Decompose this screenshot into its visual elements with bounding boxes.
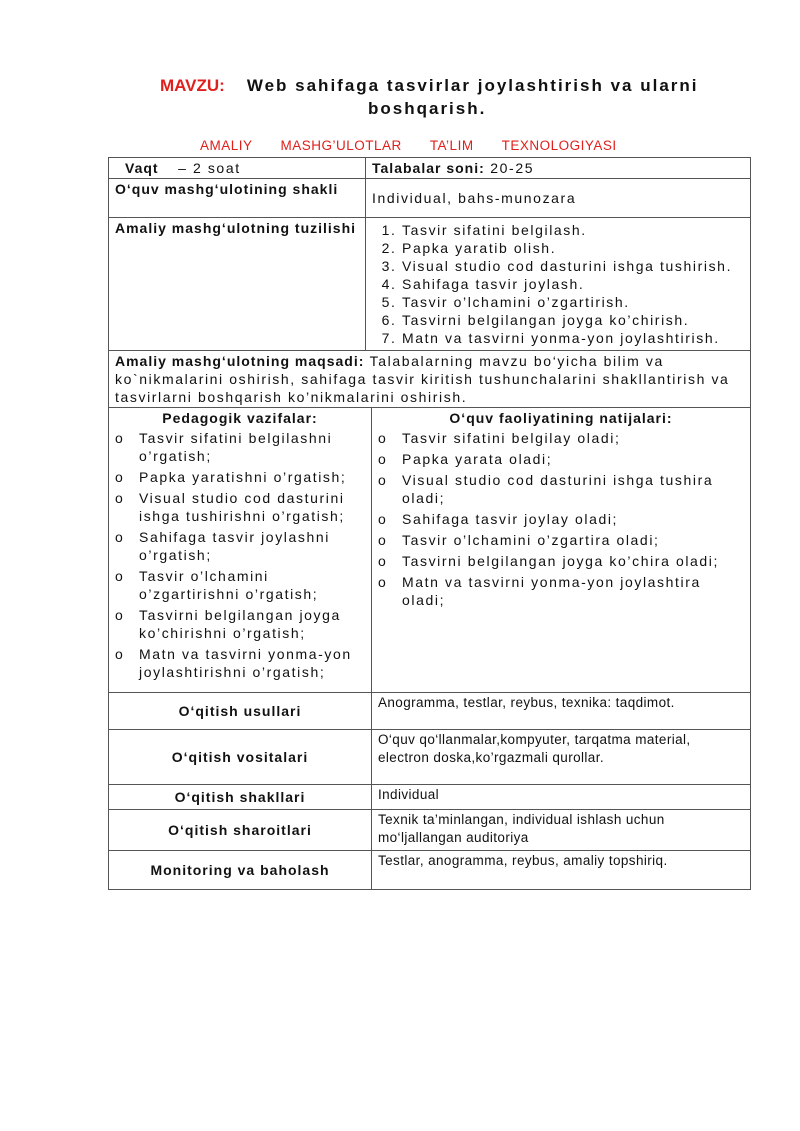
subtitle-word: AMALIY [200, 138, 253, 153]
usullari-label: O‘qitish usullari [109, 693, 372, 730]
table-row [109, 785, 751, 810]
list-item: o Matn va tasvirni yonma-yon joylashtirishni o’rgatish; [115, 645, 365, 681]
vositalari-value: O‘quv qo‘llanmalar,kompyuter, tarqatma material, electron doska,ko’rgazmali qurollar. [372, 730, 751, 785]
talabalar-label: Talabalar soni: [372, 160, 485, 176]
lesson-plan-table [108, 157, 751, 890]
subtitle-word: TA’LIM [429, 138, 474, 153]
list-item: o Tasvir sifatini belgilay oladi; [378, 429, 744, 447]
table-row [109, 158, 751, 179]
mavzu-label: MAVZU: [160, 76, 225, 95]
list-item: 7. Matn va tasvirni yonma-yon joylashtirish. [402, 329, 744, 347]
pedagogik-cell [109, 408, 372, 693]
list-item: o Papka yaratishni o’rgatish; [115, 468, 365, 486]
monitoring-label: Monitoring va baholash [109, 851, 372, 890]
table-row [109, 730, 751, 785]
list-item: o Visual studio cod dasturini ishga tushira oladi; [378, 471, 744, 507]
talabalar-value: 20-25 [490, 160, 535, 176]
table-row [109, 851, 751, 890]
list-item: o Tasvirni belgilangan joyga ko’chira oladi; [378, 552, 744, 570]
monitoring-value: Testlar, anogramma, reybus, amaliy topshiriq. [372, 851, 751, 890]
maqsad-cell [109, 351, 751, 408]
vaqt-label: Vaqt [125, 160, 159, 176]
tuzilishi-list [372, 221, 744, 347]
subtitle-word: MASHG’ULOTLAR [280, 138, 402, 153]
list-item: o Matn va tasvirni yonma-yon joylashtira oladi; [378, 573, 744, 609]
shakli-label: O‘quv mashg‘ulotining shakli [109, 179, 366, 218]
maqsad-text: Talabalarning mavzu bo‘yicha bilim va ko`nikmalarini oshirish, sahifaga tasvir kiritish tushunchalarini shakllantirish va tasvirlarni boshqarish ko’nikmalarini oshirish. [115, 353, 730, 405]
list-item: 4. Sahifaga tasvir joylash. [402, 275, 744, 293]
topic-title-line1: Web sahifaga tasvirlar joylashtirish va ularni [246, 76, 699, 95]
list-item: 3. Visual studio cod dasturini ishga tushirish. [402, 257, 744, 275]
shakllari-label: O‘qitish shakllari [109, 785, 372, 810]
sharoitlari-value: Texnik ta’minlangan, individual ishlash uchun mo‘ljallangan auditoriya [372, 810, 751, 851]
talabalar-cell [366, 158, 751, 179]
table-row [109, 810, 751, 851]
list-item: o Sahifaga tasvir joylashni o’rgatish; [115, 528, 365, 564]
pedagogik-header: Pedagogik vazifalar: [162, 410, 318, 426]
shakli-value: Individual, bahs-munozara [366, 179, 751, 218]
vaqt-value: – 2 soat [178, 160, 241, 176]
natijalar-list [378, 429, 744, 609]
table-row [109, 693, 751, 730]
vaqt-cell [109, 158, 366, 179]
table-row [109, 408, 751, 693]
list-item: o Tasvir o’lchamini o’zgartira oladi; [378, 531, 744, 549]
list-item: 6. Tasvirni belgilangan joyga ko’chirish. [402, 311, 744, 329]
subtitle-word: TEXNOLOGIYASI [501, 138, 617, 153]
list-item: o Sahifaga tasvir joylay oladi; [378, 510, 744, 528]
table-row [109, 351, 751, 408]
topic-title [160, 76, 699, 96]
list-item: o Papka yarata oladi; [378, 450, 744, 468]
list-item: 5. Tasvir o’lchamini o’zgartirish. [402, 293, 744, 311]
table-row [109, 218, 751, 351]
section-subtitle [200, 138, 645, 153]
pedagogik-list [115, 429, 365, 681]
list-item: o Visual studio cod dasturini ishga tushirishni o’rgatish; [115, 489, 365, 525]
list-item: o Tasvir sifatini belgilashni o’rgatish; [115, 429, 365, 465]
natijalar-cell [372, 408, 751, 693]
maqsad-label: Amaliy mashg‘ulotning maqsadi: [115, 353, 365, 369]
list-item: 1. Tasvir sifatini belgilash. [402, 221, 744, 239]
topic-title-line2: boshqarish. [368, 99, 487, 118]
list-item: o Tasvirni belgilangan joyga ko’chirishni o’rgatish; [115, 606, 365, 642]
sharoitlari-label: O‘qitish sharoitlari [109, 810, 372, 851]
list-item: 2. Papka yaratib olish. [402, 239, 744, 257]
usullari-value: Anogramma, testlar, reybus, texnika: taqdimot. [372, 693, 751, 730]
tuzilishi-label: Amaliy mashg‘ulotning tuzilishi [109, 218, 366, 351]
natijalar-header: O‘quv faoliyatining natijalari: [449, 410, 673, 426]
table-row [109, 179, 751, 218]
tuzilishi-cell [366, 218, 751, 351]
shakllari-value: Individual [372, 785, 751, 810]
vositalari-label: O‘qitish vositalari [109, 730, 372, 785]
list-item: o Tasvir o’lchamini o’zgartirishni o’rgatish; [115, 567, 365, 603]
